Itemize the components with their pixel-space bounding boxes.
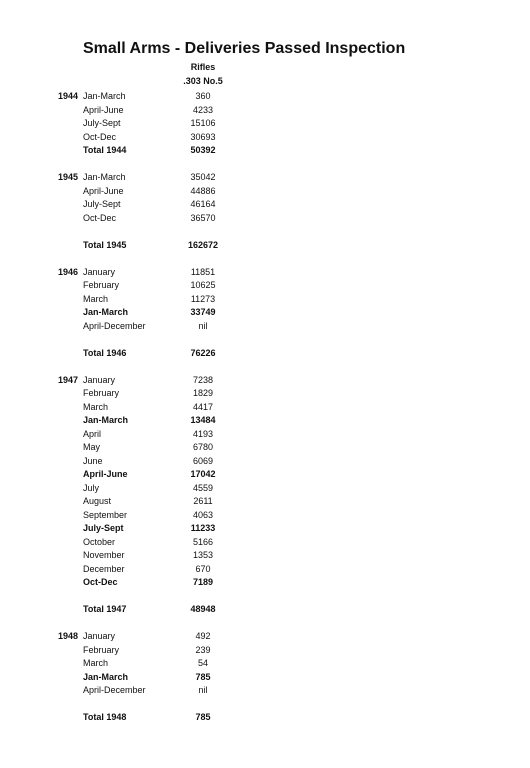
period-label: Jan-March bbox=[83, 671, 129, 682]
delivery-value: 15106 bbox=[190, 118, 216, 128]
table-row bbox=[0, 603, 530, 616]
delivery-value: 50392 bbox=[190, 145, 216, 155]
period-label: May bbox=[83, 442, 101, 452]
delivery-value: 36570 bbox=[190, 212, 216, 223]
period-label: January bbox=[83, 631, 116, 641]
delivery-value: 785 bbox=[195, 671, 211, 682]
delivery-value: 6780 bbox=[192, 442, 214, 452]
period-label: Total 1948 bbox=[83, 712, 127, 722]
table-row bbox=[0, 306, 530, 319]
period-label: July-Sept bbox=[83, 523, 124, 533]
delivery-value: 7189 bbox=[192, 577, 214, 587]
table-row bbox=[0, 711, 530, 724]
column-header-rifles: Rifles bbox=[190, 62, 216, 72]
delivery-value: 5166 bbox=[192, 536, 214, 547]
period-label: Jan-March bbox=[83, 91, 126, 101]
page-title: Small Arms - Deliveries Passed Inspection bbox=[83, 40, 406, 57]
table-row bbox=[0, 144, 530, 157]
year-label: 1945 bbox=[58, 172, 79, 182]
delivery-value: 76226 bbox=[190, 347, 216, 358]
table-row bbox=[0, 347, 530, 360]
table-row bbox=[0, 563, 530, 576]
period-label: August bbox=[83, 496, 112, 506]
delivery-value: 13484 bbox=[190, 415, 216, 425]
delivery-value: nil bbox=[198, 685, 208, 695]
period-label: March bbox=[83, 658, 109, 668]
period-label: Oct-Dec bbox=[83, 131, 117, 142]
period-label: March bbox=[83, 401, 109, 412]
table-row bbox=[0, 198, 530, 211]
table-row bbox=[0, 414, 530, 427]
table-row bbox=[0, 441, 530, 454]
delivery-value: 44886 bbox=[190, 185, 216, 196]
table-row bbox=[0, 320, 530, 333]
table-row bbox=[0, 185, 530, 198]
table-row bbox=[0, 401, 530, 414]
period-label: April-June bbox=[83, 185, 124, 196]
period-label: Total 1945 bbox=[83, 239, 127, 250]
delivery-value: 35042 bbox=[190, 172, 216, 182]
delivery-value: nil bbox=[198, 320, 208, 331]
period-label: Jan-March bbox=[83, 307, 129, 317]
year-label: 1948 bbox=[58, 631, 79, 641]
period-label: Oct-Dec bbox=[83, 212, 117, 223]
period-label: February bbox=[83, 644, 120, 655]
table-row bbox=[0, 212, 530, 225]
delivery-value: 4063 bbox=[192, 509, 214, 520]
table-row bbox=[0, 455, 530, 468]
period-label: April bbox=[83, 428, 102, 439]
year-label: 1944 bbox=[58, 91, 79, 101]
delivery-value: 17042 bbox=[190, 469, 216, 479]
period-label: Jan-March bbox=[83, 415, 129, 425]
delivery-value: 11233 bbox=[190, 523, 216, 533]
table-row bbox=[0, 387, 530, 400]
delivery-value: 4417 bbox=[192, 401, 214, 412]
period-label: March bbox=[83, 293, 109, 304]
delivery-value: 6069 bbox=[192, 455, 214, 466]
period-label: September bbox=[83, 509, 128, 520]
table-row bbox=[0, 428, 530, 441]
table-row bbox=[0, 266, 530, 279]
table-row bbox=[0, 239, 530, 252]
period-label: December bbox=[83, 563, 125, 574]
period-label: July bbox=[83, 482, 100, 493]
delivery-value: 30693 bbox=[190, 131, 216, 142]
table-row bbox=[0, 468, 530, 481]
table-row bbox=[0, 522, 530, 535]
table-row bbox=[0, 549, 530, 562]
period-label: Total 1946 bbox=[83, 347, 127, 358]
delivery-value: 54 bbox=[197, 658, 208, 668]
period-label: April-December bbox=[83, 685, 146, 695]
column-header-model: .303 No.5 bbox=[183, 76, 223, 86]
table-row bbox=[0, 576, 530, 589]
period-label: Oct-Dec bbox=[83, 577, 118, 587]
table-row bbox=[0, 279, 530, 292]
table-row bbox=[0, 509, 530, 522]
delivery-value: 785 bbox=[195, 712, 211, 722]
delivery-value: 162672 bbox=[187, 239, 219, 250]
delivery-value: 1353 bbox=[192, 550, 214, 560]
delivery-value: 239 bbox=[195, 644, 211, 655]
period-label: January bbox=[83, 266, 116, 277]
delivery-value: 33749 bbox=[190, 307, 216, 317]
table-row bbox=[0, 293, 530, 306]
delivery-value: 7238 bbox=[192, 374, 214, 385]
period-label: Total 1944 bbox=[83, 145, 127, 155]
table-row bbox=[0, 90, 530, 103]
period-label: July-Sept bbox=[83, 118, 121, 128]
table-row bbox=[0, 482, 530, 495]
period-label: November bbox=[83, 550, 125, 560]
delivery-value: 2611 bbox=[193, 496, 213, 506]
table-row bbox=[0, 536, 530, 549]
delivery-value: 10625 bbox=[190, 280, 216, 290]
table-row bbox=[0, 644, 530, 657]
table-row bbox=[0, 657, 530, 670]
table-row bbox=[0, 630, 530, 643]
delivery-value: 670 bbox=[195, 563, 211, 574]
table-row bbox=[0, 104, 530, 117]
delivery-value: 4233 bbox=[192, 104, 214, 115]
period-label: Jan-March bbox=[83, 172, 126, 182]
table-row bbox=[0, 171, 530, 184]
year-label: 1947 bbox=[58, 374, 79, 385]
table-row bbox=[0, 374, 530, 387]
delivery-value: 4559 bbox=[192, 482, 214, 493]
delivery-value: 4193 bbox=[192, 428, 214, 439]
period-label: June bbox=[83, 455, 103, 466]
period-label: July-Sept bbox=[83, 199, 121, 209]
delivery-value: 46164 bbox=[190, 199, 216, 209]
table-row bbox=[0, 131, 530, 144]
period-label: April-June bbox=[83, 104, 124, 115]
year-label: 1946 bbox=[58, 266, 79, 277]
delivery-value: 11273 bbox=[190, 293, 216, 304]
delivery-value: 1829 bbox=[192, 388, 214, 398]
delivery-value: 492 bbox=[195, 631, 211, 641]
table-row bbox=[0, 495, 530, 508]
period-label: Total 1947 bbox=[83, 604, 127, 614]
period-label: February bbox=[83, 388, 120, 398]
period-label: January bbox=[83, 374, 116, 385]
period-label: October bbox=[83, 536, 116, 547]
table-row bbox=[0, 671, 530, 684]
delivery-value: 48948 bbox=[190, 604, 216, 614]
table-row bbox=[0, 117, 530, 130]
period-label: April-June bbox=[83, 469, 128, 479]
period-label: April-December bbox=[83, 320, 146, 331]
delivery-value: 11851 bbox=[190, 266, 216, 277]
period-label: February bbox=[83, 280, 120, 290]
delivery-value: 360 bbox=[195, 91, 211, 101]
table-row bbox=[0, 684, 530, 697]
